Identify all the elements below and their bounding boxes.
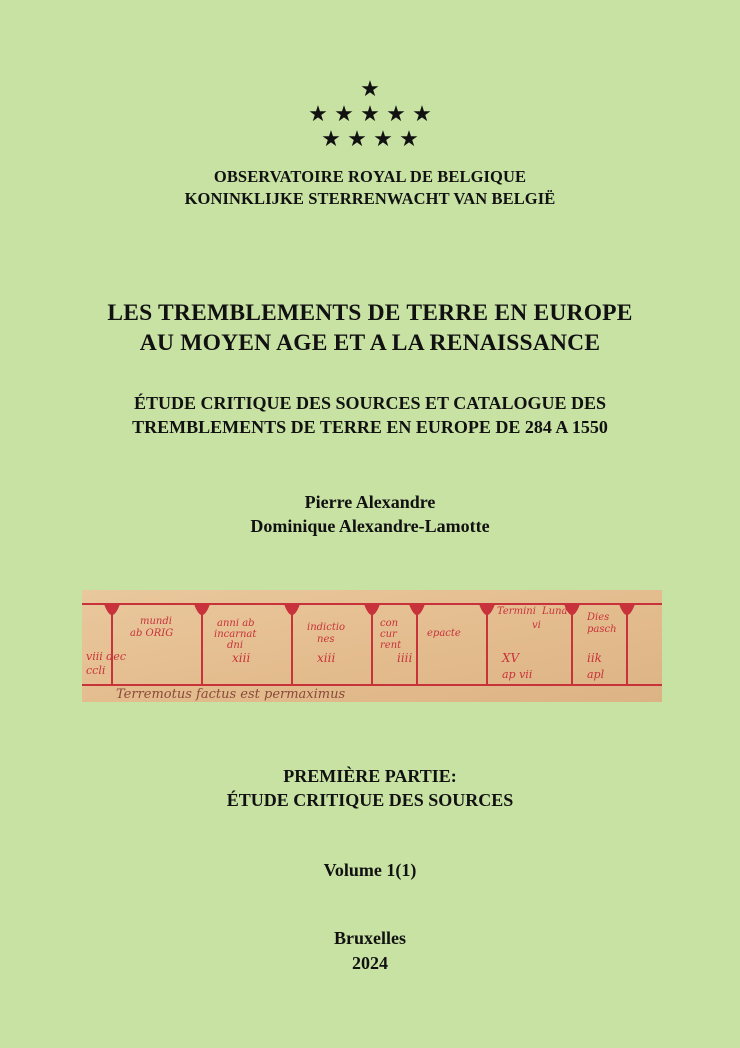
ms-word: apl xyxy=(587,668,605,681)
ms-word: anni ab xyxy=(217,618,255,629)
star-emblem xyxy=(0,76,740,151)
star-icon: ★ xyxy=(308,101,328,126)
ms-word: indictio xyxy=(307,622,346,633)
star-row xyxy=(0,101,740,126)
star-icon: ★ xyxy=(360,76,380,101)
ms-word: XV xyxy=(502,651,520,665)
manuscript-image xyxy=(82,590,662,702)
ms-word: epacte xyxy=(427,628,461,639)
ms-word: xiii xyxy=(317,651,336,665)
institution-line-french: OBSERVATOIRE ROYAL DE BELGIQUE xyxy=(213,167,527,186)
part-line-1: PREMIÈRE PARTIE: xyxy=(283,766,457,786)
book-subtitle xyxy=(0,391,740,439)
star-icon: ★ xyxy=(334,101,354,126)
star-icon: ★ xyxy=(386,101,406,126)
volume-label: Volume 1(1) xyxy=(323,860,417,880)
ms-word: ab ORIG xyxy=(130,628,174,639)
institution-line-dutch: KONINKLIJKE STERRENWACHT VAN BELGIË xyxy=(184,189,556,208)
ms-word: pasch xyxy=(587,624,617,635)
author-1: Pierre Alexandre xyxy=(304,492,436,512)
author-2: Dominique Alexandre-Lamotte xyxy=(250,516,490,536)
star-icon: ★ xyxy=(412,101,432,126)
ms-word: con xyxy=(380,618,399,629)
ms-word: xiii xyxy=(232,651,251,665)
publication-place: Bruxelles xyxy=(334,928,406,948)
star-icon: ★ xyxy=(399,126,419,151)
title-line-2: AU MOYEN AGE ET A LA RENAISSANCE xyxy=(139,330,601,356)
ms-word: nes xyxy=(317,634,335,645)
ms-word: cur xyxy=(380,629,397,640)
ms-word: ccli xyxy=(86,664,106,677)
ms-word: vi xyxy=(532,620,541,631)
ms-word: rent xyxy=(380,640,402,651)
star-icon: ★ xyxy=(360,101,380,126)
ms-word: iik xyxy=(587,651,602,665)
authors xyxy=(0,490,740,538)
ms-word: iiii xyxy=(397,651,413,665)
book-title xyxy=(0,298,740,358)
institution-name xyxy=(0,166,740,210)
star-row xyxy=(0,76,740,101)
ms-word: Luna xyxy=(542,606,568,617)
ms-word: mundi xyxy=(140,616,172,627)
ms-word: Dies xyxy=(587,612,610,623)
ms-word: dni xyxy=(227,640,244,651)
star-icon: ★ xyxy=(321,126,341,151)
star-row xyxy=(0,126,740,151)
part-heading xyxy=(0,764,740,812)
ms-word: viii dec xyxy=(86,650,126,663)
title-line-1: LES TREMBLEMENTS DE TERRE EN EUROPE xyxy=(107,300,633,326)
publication-info xyxy=(0,926,740,976)
part-line-2: ÉTUDE CRITIQUE DES SOURCES xyxy=(226,790,514,810)
ms-word: incarnat xyxy=(214,629,257,640)
ms-word: Termini xyxy=(497,606,536,617)
ms-caption: Terremotus factus est permaximus xyxy=(116,687,346,702)
publication-year: 2024 xyxy=(352,953,388,973)
ms-word: ap vii xyxy=(502,668,533,681)
star-icon: ★ xyxy=(373,126,393,151)
subtitle-line-1: ÉTUDE CRITIQUE DES SOURCES ET CATALOGUE DES xyxy=(133,393,607,413)
star-icon: ★ xyxy=(347,126,367,151)
subtitle-line-2: TREMBLEMENTS DE TERRE EN EUROPE DE 284 A 1550 xyxy=(132,417,608,437)
